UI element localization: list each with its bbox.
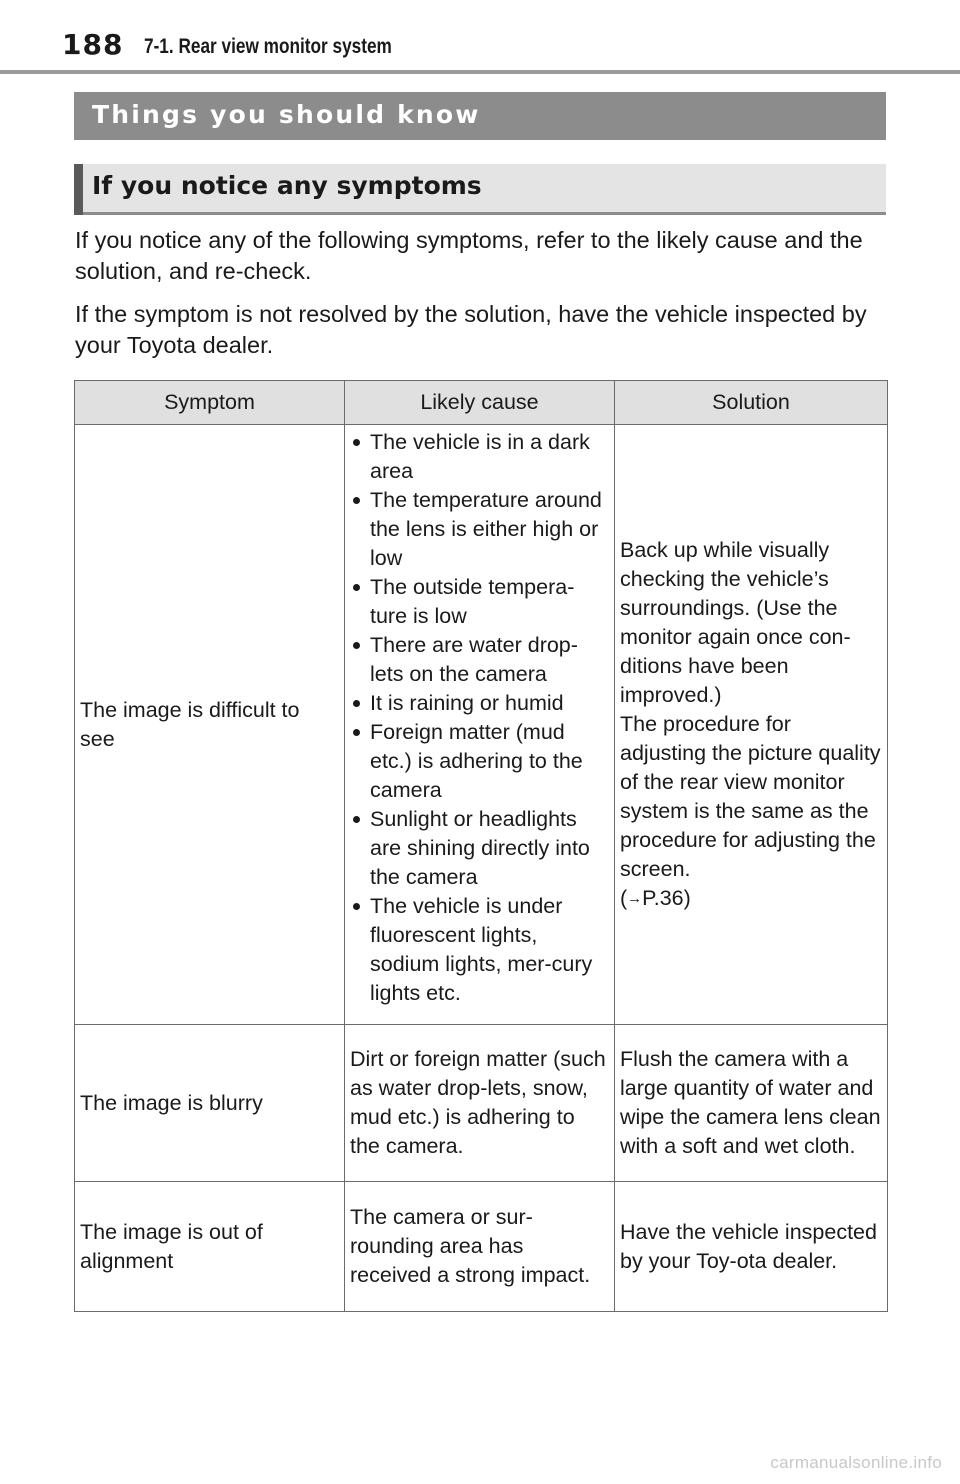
- symptom-cell: The image is blurry: [75, 1025, 345, 1182]
- page-reference-link[interactable]: P.36: [642, 886, 684, 910]
- solution-cell: Have the vehicle inspected by your Toy-ota dealer.: [615, 1182, 888, 1312]
- cause-item: There are water drop-lets on the camera: [350, 631, 609, 689]
- symptom-cell: The image is out of alignment: [75, 1182, 345, 1312]
- intro-paragraph-2: If the symptom is not resolved by the solution, have the vehicle inspected by your Toyota dealer.: [75, 301, 867, 358]
- symptoms-table: [74, 380, 888, 1312]
- page-reference: (→P.36): [620, 886, 691, 910]
- solution-cell: Flush the camera with a large quantity of water and wipe the camera lens clean with a soft and wet cloth.: [615, 1025, 888, 1182]
- cause-cell: The camera or sur-rounding area has received a strong impact.: [345, 1182, 615, 1312]
- cause-item: The outside tempera-ture is low: [350, 573, 609, 631]
- cause-cell: [345, 425, 615, 1025]
- cause-item: The vehicle is in a dark area: [350, 428, 609, 486]
- header-symptom: Symptom: [75, 381, 345, 425]
- banner-title: Things you should know: [92, 100, 481, 129]
- symptom-cell: The image is difficult to see: [75, 425, 345, 1025]
- cause-item: It is raining or humid: [350, 689, 609, 718]
- table-row: [75, 425, 888, 1025]
- cause-item: Sunlight or headlights are shining directly into the camera: [350, 805, 609, 892]
- arrow-right-icon: →: [627, 890, 643, 907]
- section-title: 7-1. Rear view monitor system: [144, 35, 392, 58]
- header-likely-cause: Likely cause: [345, 381, 615, 425]
- table-header-row: [75, 381, 888, 425]
- cause-item: The temperature around the lens is either high or low: [350, 486, 609, 573]
- cause-item: The vehicle is under fluorescent lights, sodium lights, mer-cury lights etc.: [350, 892, 609, 1008]
- solution-text: Back up while visually checking the vehicle’s surroundings. (Use the monitor again once con-ditions have been improved.): [620, 538, 851, 707]
- watermark: carmanualsonline.info: [770, 1453, 942, 1472]
- header-solution: Solution: [615, 381, 888, 425]
- subheading-accent-bar: [74, 164, 83, 215]
- solution-cell: [615, 425, 888, 1025]
- things-you-should-know-banner: [74, 92, 886, 140]
- symptoms-subheading: [74, 164, 886, 215]
- cause-list: [350, 428, 609, 1008]
- cause-cell: Dirt or foreign matter (such as water drop-lets, snow, mud etc.) is adhering to the camera.: [345, 1025, 615, 1182]
- page-number: 188: [62, 28, 124, 61]
- table-row: [75, 1025, 888, 1182]
- solution-text-2: The procedure for adjusting the picture quality of the rear view monitor system is the same as the procedure for adjusting the screen.: [620, 712, 881, 881]
- page-header: [0, 0, 960, 78]
- cause-item: Foreign matter (mud etc.) is adhering to the camera: [350, 718, 609, 805]
- table-row: [75, 1182, 888, 1312]
- subheading-title: If you notice any symptoms: [92, 171, 482, 200]
- header-divider: [0, 70, 960, 74]
- intro-paragraph-1: If you notice any of the following symptoms, refer to the likely cause and the solution, and re-check.: [75, 227, 863, 284]
